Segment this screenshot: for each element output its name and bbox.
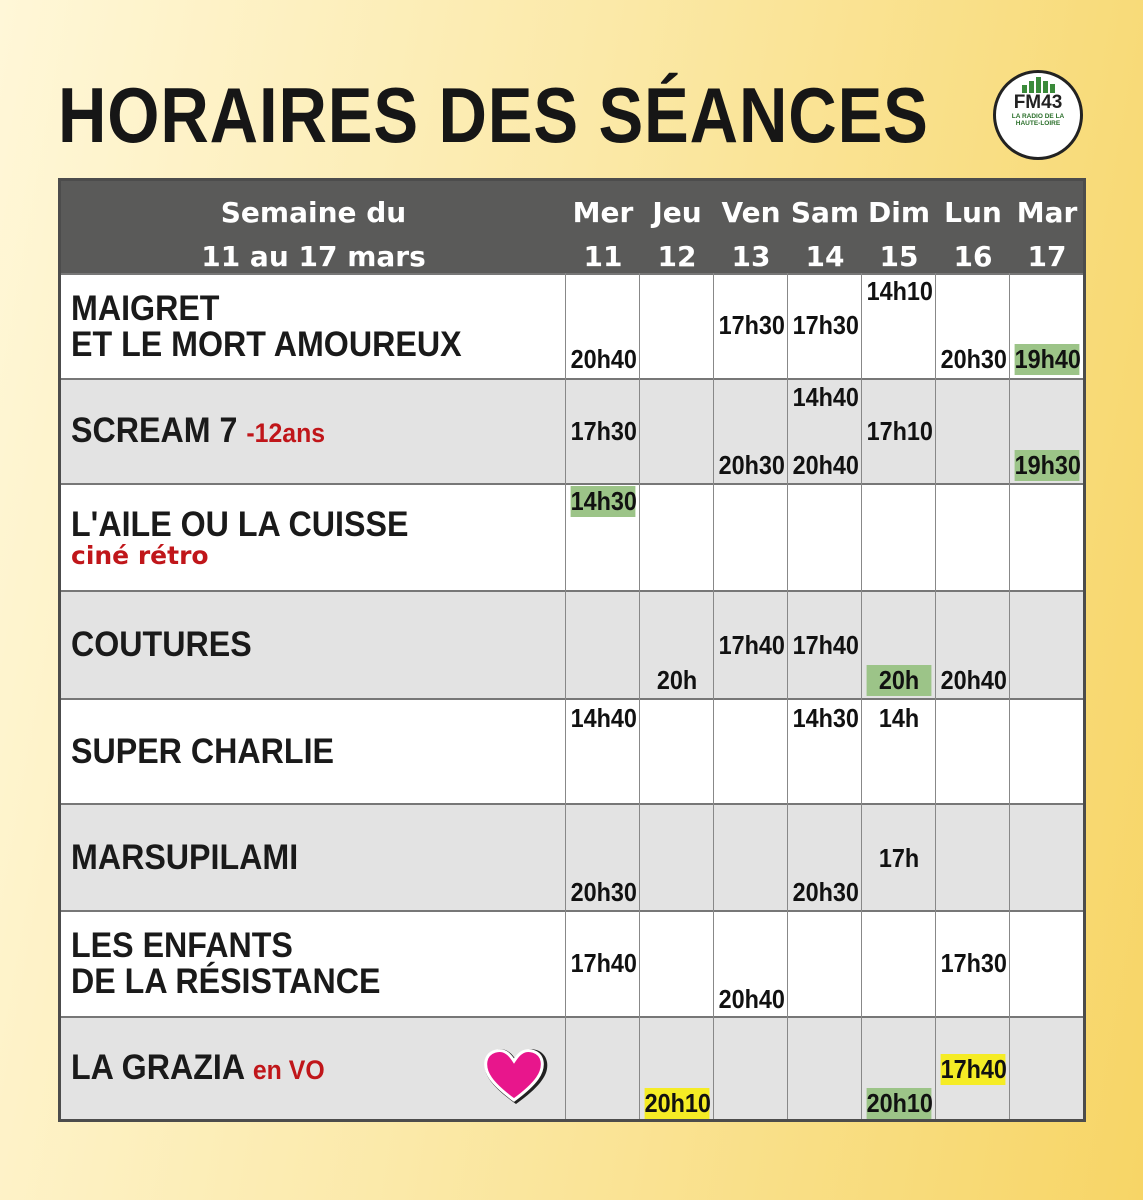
film-title: LES ENFANTS DE LA RÉSISTANCE [71, 926, 381, 1001]
week-line1: Semaine du [220, 196, 407, 229]
day-header-jeu: Jeu 12 [652, 196, 702, 273]
showtime: 17h10 [866, 416, 933, 446]
day-header-mer: Mer 11 [572, 196, 634, 273]
fm43-logo [993, 70, 1083, 160]
film-title: SCREAM 7 -12ans [71, 410, 326, 450]
table-row [61, 483, 1083, 590]
column-divider [713, 273, 714, 1119]
showtime: 20h [656, 665, 698, 695]
day-header-dim: Dim 15 [867, 196, 930, 273]
showtime: 17h40 [570, 948, 637, 978]
day-header-lun: Lun 16 [944, 196, 1002, 273]
showtime-highlight: 20h10 [644, 1088, 711, 1118]
language-note: en VO [252, 1054, 325, 1085]
showtime: 17h [878, 843, 920, 873]
showtime: 17h40 [718, 630, 785, 660]
column-divider [935, 273, 936, 1119]
week-label [61, 191, 566, 279]
showtime-highlight: 20h10 [866, 1088, 933, 1118]
table-header [61, 181, 1083, 273]
showtime: 20h30 [940, 344, 1007, 374]
film-title: COUTURES [71, 625, 252, 664]
showtime: 17h30 [718, 310, 785, 340]
column-divider [639, 273, 640, 1119]
schedule-table [58, 178, 1086, 1122]
column-divider [565, 273, 566, 1119]
showtime: 17h30 [570, 416, 637, 446]
showtime-highlight: 14h30 [570, 486, 637, 516]
table-row [61, 590, 1083, 698]
film-title: MAIGRET ET LE MORT AMOUREUX [71, 288, 462, 364]
showtime: 14h40 [570, 703, 637, 733]
column-divider [787, 273, 788, 1119]
logo-name: FM43 [1013, 92, 1063, 113]
showtime: 20h40 [718, 984, 785, 1014]
day-header-mar: Mar 17 [1016, 196, 1078, 273]
showtime: 14h [878, 703, 920, 733]
logo-tagline: LA RADIO DE LA HAUTE-LOIRE [1011, 113, 1065, 127]
table-row [61, 1016, 1083, 1119]
film-title: SUPER CHARLIE [71, 731, 335, 771]
showtime: 14h10 [866, 276, 933, 306]
film-title: MARSUPILAMI [71, 837, 299, 877]
table-row [61, 803, 1083, 910]
showtime: 20h40 [792, 450, 859, 480]
showtime: 20h30 [570, 877, 637, 907]
film-subtitle: ciné rétro [71, 540, 209, 570]
showtime-highlight: 19h40 [1014, 344, 1081, 374]
showtime: 17h40 [792, 630, 859, 660]
showtime: 20h40 [940, 665, 1007, 695]
column-divider [861, 273, 862, 1119]
heart-icon [479, 1042, 549, 1106]
table-row [61, 273, 1083, 378]
column-divider [1009, 273, 1010, 1119]
table-row [61, 698, 1083, 803]
table-row [61, 378, 1083, 483]
showtime: 20h30 [792, 877, 859, 907]
age-rating: -12ans [246, 417, 326, 448]
film-title: LA GRAZIA en VO [71, 1047, 325, 1087]
showtime-highlight: 19h30 [1014, 450, 1081, 480]
table-row [61, 910, 1083, 1016]
showtime: 17h30 [940, 948, 1007, 978]
showtime: 14h40 [792, 382, 859, 412]
showtime-highlight: 17h40 [940, 1054, 1007, 1084]
showtime: 17h30 [792, 310, 859, 340]
showtime: 14h30 [792, 703, 859, 733]
logo-bars-icon [996, 77, 1080, 93]
film-title: L'AILE OU LA CUISSE [71, 504, 409, 544]
day-header-sam: Sam 14 [790, 196, 860, 273]
showtime: 20h40 [570, 344, 637, 374]
showtime-highlight: 20h [867, 665, 932, 696]
showtime: 20h30 [718, 450, 785, 480]
page-title: HORAIRES DES SÉANCES [58, 71, 929, 159]
week-line2: 11 au 17 mars [201, 240, 426, 273]
day-header-ven: Ven 13 [721, 196, 781, 273]
